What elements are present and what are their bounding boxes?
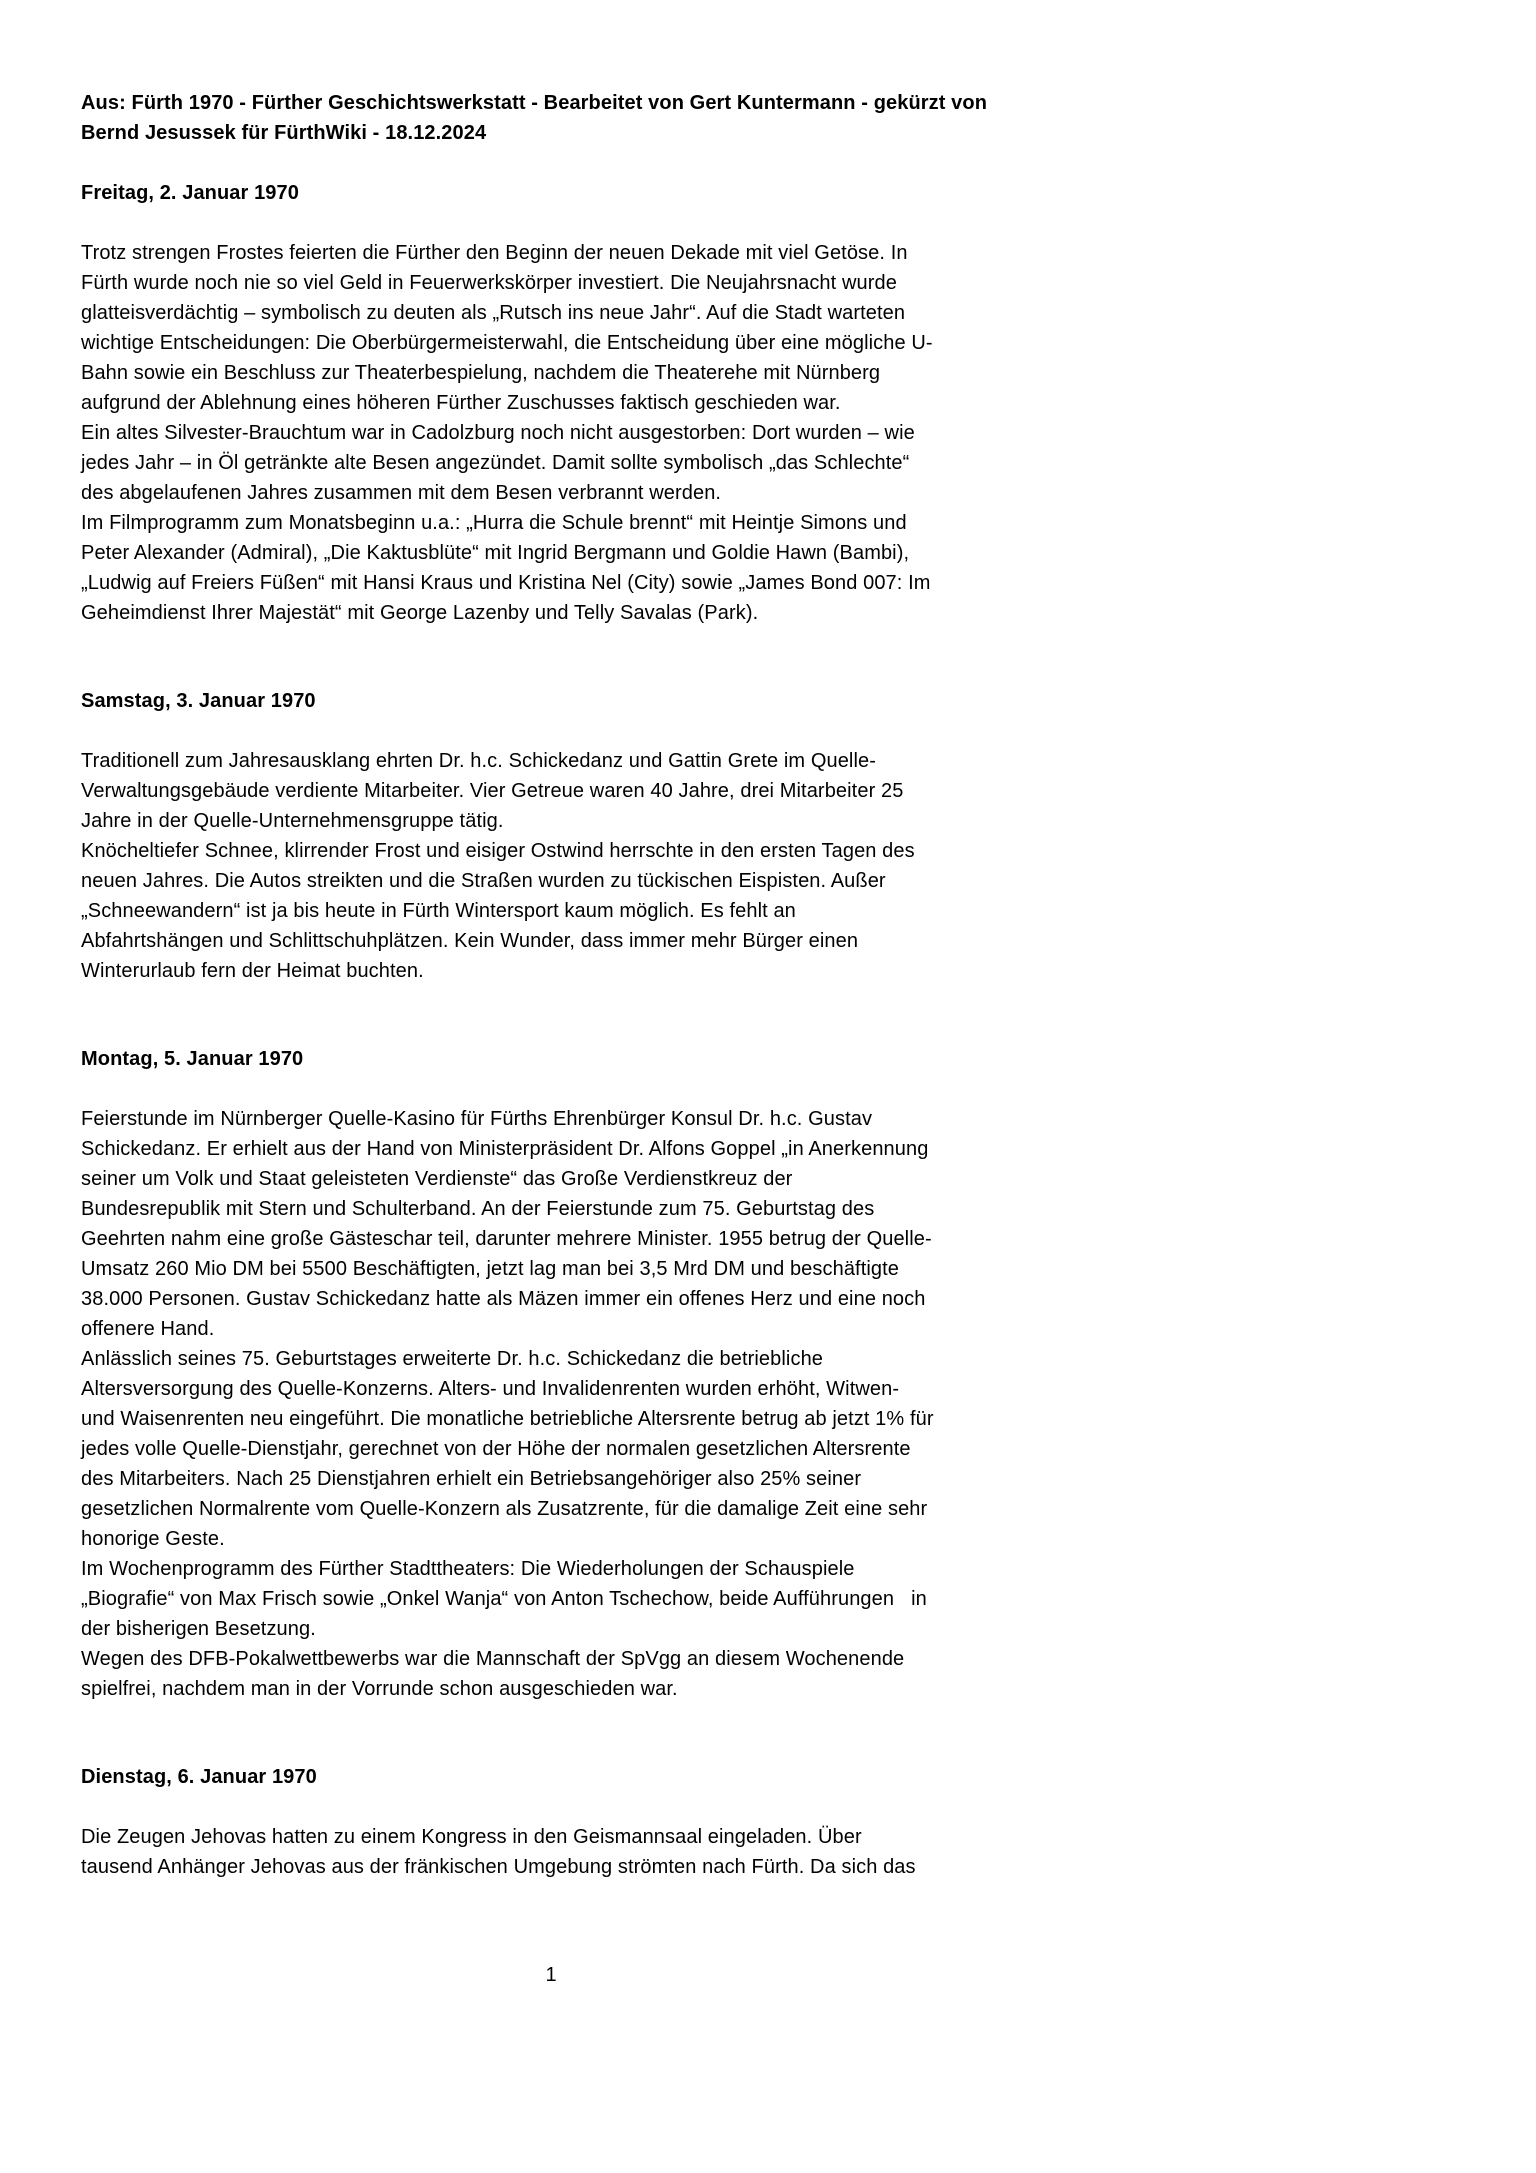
text-line: Knöcheltiefer Schnee, klirrender Frost und eisiger Ostwind herrschte in den ersten Tagen des (81, 840, 915, 862)
text-line: Ein altes Silvester-Brauchtum war in Cadolzburg noch nicht ausgestorben: Dort wurden – wie (81, 422, 915, 444)
paragraph (81, 1104, 1021, 1344)
document-header (81, 88, 1021, 148)
text-line: Peter Alexander (Admiral), „Die Kaktusblüte“ mit Ingrid Bergmann und Goldie Hawn (Bambi), (81, 542, 910, 564)
section (81, 178, 1021, 628)
text-line: Geehrten nahm eine große Gästeschar teil, darunter mehrere Minister. 1955 betrug der Quelle- (81, 1228, 932, 1250)
text-line: Winterurlaub fern der Heimat buchten. (81, 960, 424, 982)
text-line: des abgelaufenen Jahres zusammen mit dem Besen verbrannt werden. (81, 482, 722, 504)
text-line: Altersversorgung des Quelle-Konzerns. Alters- und Invalidenrenten wurden erhöht, Witwen- (81, 1378, 900, 1400)
text-line: 38.000 Personen. Gustav Schickedanz hatte als Mäzen immer ein offenes Herz und eine noch (81, 1288, 926, 1310)
text-line: und Waisenrenten neu eingeführt. Die monatliche betriebliche Altersrente betrug ab jetzt 1% für (81, 1408, 934, 1430)
text-line: spielfrei, nachdem man in der Vorrunde schon ausgeschieden war. (81, 1678, 678, 1700)
section (81, 686, 1021, 986)
text-line: Feierstunde im Nürnberger Quelle-Kasino für Fürths Ehrenbürger Konsul Dr. h.c. Gustav (81, 1108, 873, 1130)
text-line: „Biografie“ von Max Frisch sowie „Onkel Wanja“ von Anton Tschechow, beide Aufführungen in (81, 1588, 927, 1610)
text-line: glatteisverdächtig – symbolisch zu deuten als „Rutsch ins neue Jahr“. Auf die Stadt warteten (81, 302, 906, 324)
text-line: Fürth wurde noch nie so viel Geld in Feuerwerkskörper investiert. Die Neujahrsnacht wurde (81, 272, 897, 294)
text-line: Bundesrepublik mit Stern und Schulterband. An der Feierstunde zum 75. Geburtstag des (81, 1198, 875, 1220)
section-heading: Dienstag, 6. Januar 1970 (81, 1766, 317, 1788)
text-line: Geheimdienst Ihrer Majestät“ mit George Lazenby und Telly Savalas (Park). (81, 602, 759, 624)
text-line: Jahre in der Quelle-Unternehmensgruppe tätig. (81, 810, 504, 832)
paragraph (81, 508, 1021, 628)
paragraph (81, 1822, 1021, 1882)
header-line: Bernd Jesussek für FürthWiki - 18.12.2024 (81, 122, 487, 144)
document-content (81, 88, 1021, 1882)
paragraph (81, 1344, 1021, 1554)
section (81, 1044, 1021, 1704)
paragraph (81, 418, 1021, 508)
text-line: Verwaltungsgebäude verdiente Mitarbeiter. Vier Getreue waren 40 Jahre, drei Mitarbeiter 25 (81, 780, 904, 802)
text-line: neuen Jahres. Die Autos streikten und die Straßen wurden zu tückischen Eispisten. Außer (81, 870, 886, 892)
text-line: Bahn sowie ein Beschluss zur Theaterbespielung, nachdem die Theaterehe mit Nürnberg (81, 362, 881, 384)
paragraph (81, 238, 1021, 418)
text-line: honorige Geste. (81, 1528, 225, 1550)
text-line: des Mitarbeiters. Nach 25 Dienstjahren erhielt ein Betriebsangehöriger also 25% seiner (81, 1468, 862, 1490)
paragraph (81, 1554, 1021, 1644)
section-heading: Freitag, 2. Januar 1970 (81, 182, 299, 204)
section-heading: Samstag, 3. Januar 1970 (81, 690, 316, 712)
text-line: tausend Anhänger Jehovas aus der fränkischen Umgebung strömten nach Fürth. Da sich das (81, 1856, 916, 1878)
text-line: gesetzlichen Normalrente vom Quelle-Konzern als Zusatzrente, für die damalige Zeit eine sehr (81, 1498, 928, 1520)
text-line: Schickedanz. Er erhielt aus der Hand von Ministerpräsident Dr. Alfons Goppel „in Anerkennung (81, 1138, 929, 1160)
text-line: der bisherigen Besetzung. (81, 1618, 316, 1640)
text-line: Abfahrtshängen und Schlittschuhplätzen. Kein Wunder, dass immer mehr Bürger einen (81, 930, 859, 952)
paragraph (81, 1644, 1021, 1704)
section-heading: Montag, 5. Januar 1970 (81, 1048, 304, 1070)
text-line: Die Zeugen Jehovas hatten zu einem Kongress in den Geismannsaal eingeladen. Über (81, 1826, 862, 1848)
text-line: Umsatz 260 Mio DM bei 5500 Beschäftigten, jetzt lag man bei 3,5 Mrd DM und beschäftigte (81, 1258, 899, 1280)
text-line: aufgrund der Ablehnung eines höheren Fürther Zuschusses faktisch geschieden war. (81, 392, 841, 414)
text-line: Anlässlich seines 75. Geburtstages erweiterte Dr. h.c. Schickedanz die betriebliche (81, 1348, 824, 1370)
text-line: Im Wochenprogramm des Fürther Stadttheaters: Die Wiederholungen der Schauspiele (81, 1558, 855, 1580)
text-line: Trotz strengen Frostes feierten die Fürther den Beginn der neuen Dekade mit viel Getöse. In (81, 242, 908, 264)
text-line: offenere Hand. (81, 1318, 215, 1340)
header-line: Aus: Fürth 1970 - Fürther Geschichtswerkstatt - Bearbeitet von Gert Kuntermann - gekürzt von (81, 92, 988, 114)
text-line: Im Filmprogramm zum Monatsbeginn u.a.: „Hurra die Schule brennt“ mit Heintje Simons und (81, 512, 907, 534)
paragraph (81, 836, 1021, 986)
page-number: 1 (545, 1964, 557, 1986)
text-line: wichtige Entscheidungen: Die Oberbürgermeisterwahl, die Entscheidung über eine mögliche U- (81, 332, 933, 354)
text-line: Traditionell zum Jahresausklang ehrten Dr. h.c. Schickedanz und Gattin Grete im Quelle- (81, 750, 876, 772)
text-line: jedes Jahr – in Öl getränkte alte Besen angezündet. Damit sollte symbolisch „das Schlechte“ (81, 452, 910, 474)
text-line: seiner um Volk und Staat geleisteten Verdienste“ das Große Verdienstkreuz der (81, 1168, 793, 1190)
text-line: „Schneewandern“ ist ja bis heute in Fürth Wintersport kaum möglich. Es fehlt an (81, 900, 796, 922)
section (81, 1762, 1021, 1882)
text-line: „Ludwig auf Freiers Füßen“ mit Hansi Kraus und Kristina Nel (City) sowie „James Bond 007: Im (81, 572, 931, 594)
paragraph (81, 746, 1021, 836)
text-line: Wegen des DFB-Pokalwettbewerbs war die Mannschaft der SpVgg an diesem Wochenende (81, 1648, 905, 1670)
text-line: jedes volle Quelle-Dienstjahr, gerechnet von der Höhe der normalen gesetzlichen Altersrente (81, 1438, 911, 1460)
document-sections (81, 178, 1021, 1882)
